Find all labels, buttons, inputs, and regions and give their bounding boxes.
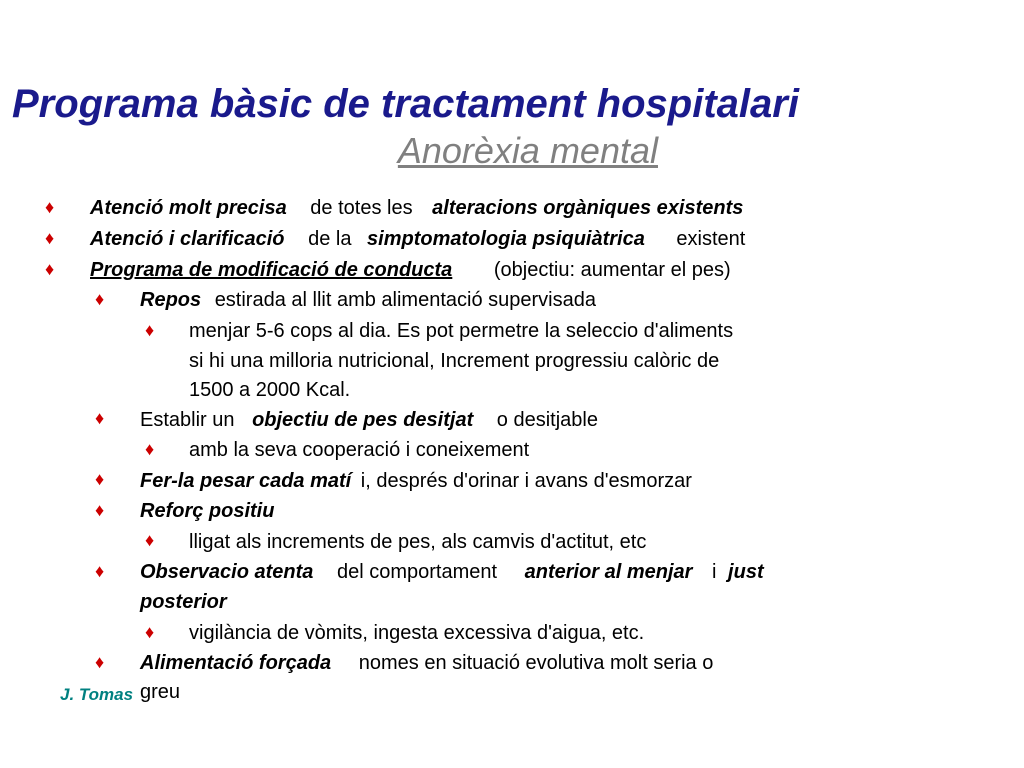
bullet-icon: ♦ [145, 622, 155, 642]
list-item-text: si hi una milloria nutricional, Increment progressiu calòric de [189, 350, 720, 372]
list-item [140, 560, 764, 584]
item-emphasis: Repos [140, 289, 202, 311]
bullet-icon: ♦ [95, 652, 105, 672]
list-item [140, 469, 692, 493]
bullet-icon: ♦ [145, 320, 155, 340]
item-text: (objectiu: aumentar el pes) [493, 259, 731, 281]
item-emphasis: Atenció i clarificació [90, 228, 285, 250]
bullet-icon: ♦ [45, 259, 55, 279]
item-emphasis: Observacio atenta [140, 561, 314, 583]
item-text: i, després d'orinar i avans d'esmorzar [360, 470, 692, 492]
list-item-text: greu [140, 681, 181, 703]
item-emphasis: Reforç positiu [140, 500, 275, 522]
item-text: estirada al llit amb alimentació supervisada [214, 289, 596, 311]
list-item-text: menjar 5-6 cops al dia. Es pot permetre la seleccio d'aliments [189, 320, 734, 342]
list-item [90, 196, 743, 220]
bullet-icon: ♦ [145, 439, 155, 459]
bullet-icon: ♦ [45, 197, 55, 217]
item-emphasis: Fer-la pesar cada matí [140, 470, 352, 492]
list-item [140, 408, 598, 432]
item-text: nomes en situació evolutiva molt seria o [358, 652, 714, 674]
item-text: Establir un [140, 409, 235, 431]
list-item-text: vigilància de vòmits, ingesta excessiva d'aigua, etc. [189, 622, 645, 644]
item-emphasis: Atenció molt precisa [90, 197, 287, 219]
item-emphasis: Programa de modificació de conducta [90, 259, 453, 281]
bullet-icon: ♦ [95, 469, 105, 489]
item-emphasis: anterior al menjar [524, 561, 693, 583]
item-text: de totes les [310, 197, 413, 219]
list-item [140, 499, 274, 523]
slide-subtitle-wrap [0, 130, 978, 172]
list-item-text: lligat als increments de pes, als camvis d'actitut, etc [189, 531, 647, 553]
item-emphasis: Alimentació forçada [140, 652, 332, 674]
item-emphasis: alteracions orgàniques existents [432, 197, 744, 219]
list-item-text: amb la seva cooperació i coneixement [189, 439, 530, 461]
slide-title: Programa bàsic de tractament hospitalari [12, 82, 799, 126]
list-item-text: 1500 a 2000 Kcal. [189, 379, 351, 401]
item-text: existent [676, 228, 746, 250]
item-text: i [712, 561, 717, 583]
bullet-icon: ♦ [45, 228, 55, 248]
bullet-icon: ♦ [145, 530, 155, 550]
item-emphasis: objectiu de pes desitjat [252, 409, 474, 431]
slide-subtitle: Anorèxia mental [397, 130, 658, 171]
item-text: o desitjable [496, 409, 598, 431]
bullet-icon: ♦ [95, 561, 105, 581]
bullet-icon: ♦ [95, 500, 105, 520]
bullet-icon: ♦ [95, 408, 105, 428]
item-emphasis: simptomatologia psiquiàtrica [367, 228, 645, 250]
author-footer: J. Tomas [60, 685, 134, 704]
item-emphasis: just [728, 561, 764, 583]
list-item-emphasis: posterior [140, 591, 227, 613]
item-text: del comportament [336, 561, 498, 583]
list-item [90, 227, 745, 251]
list-item [140, 288, 596, 312]
list-item [140, 651, 713, 675]
bullet-icon: ♦ [95, 289, 105, 309]
list-item [90, 258, 731, 282]
item-text: de la [308, 228, 352, 250]
